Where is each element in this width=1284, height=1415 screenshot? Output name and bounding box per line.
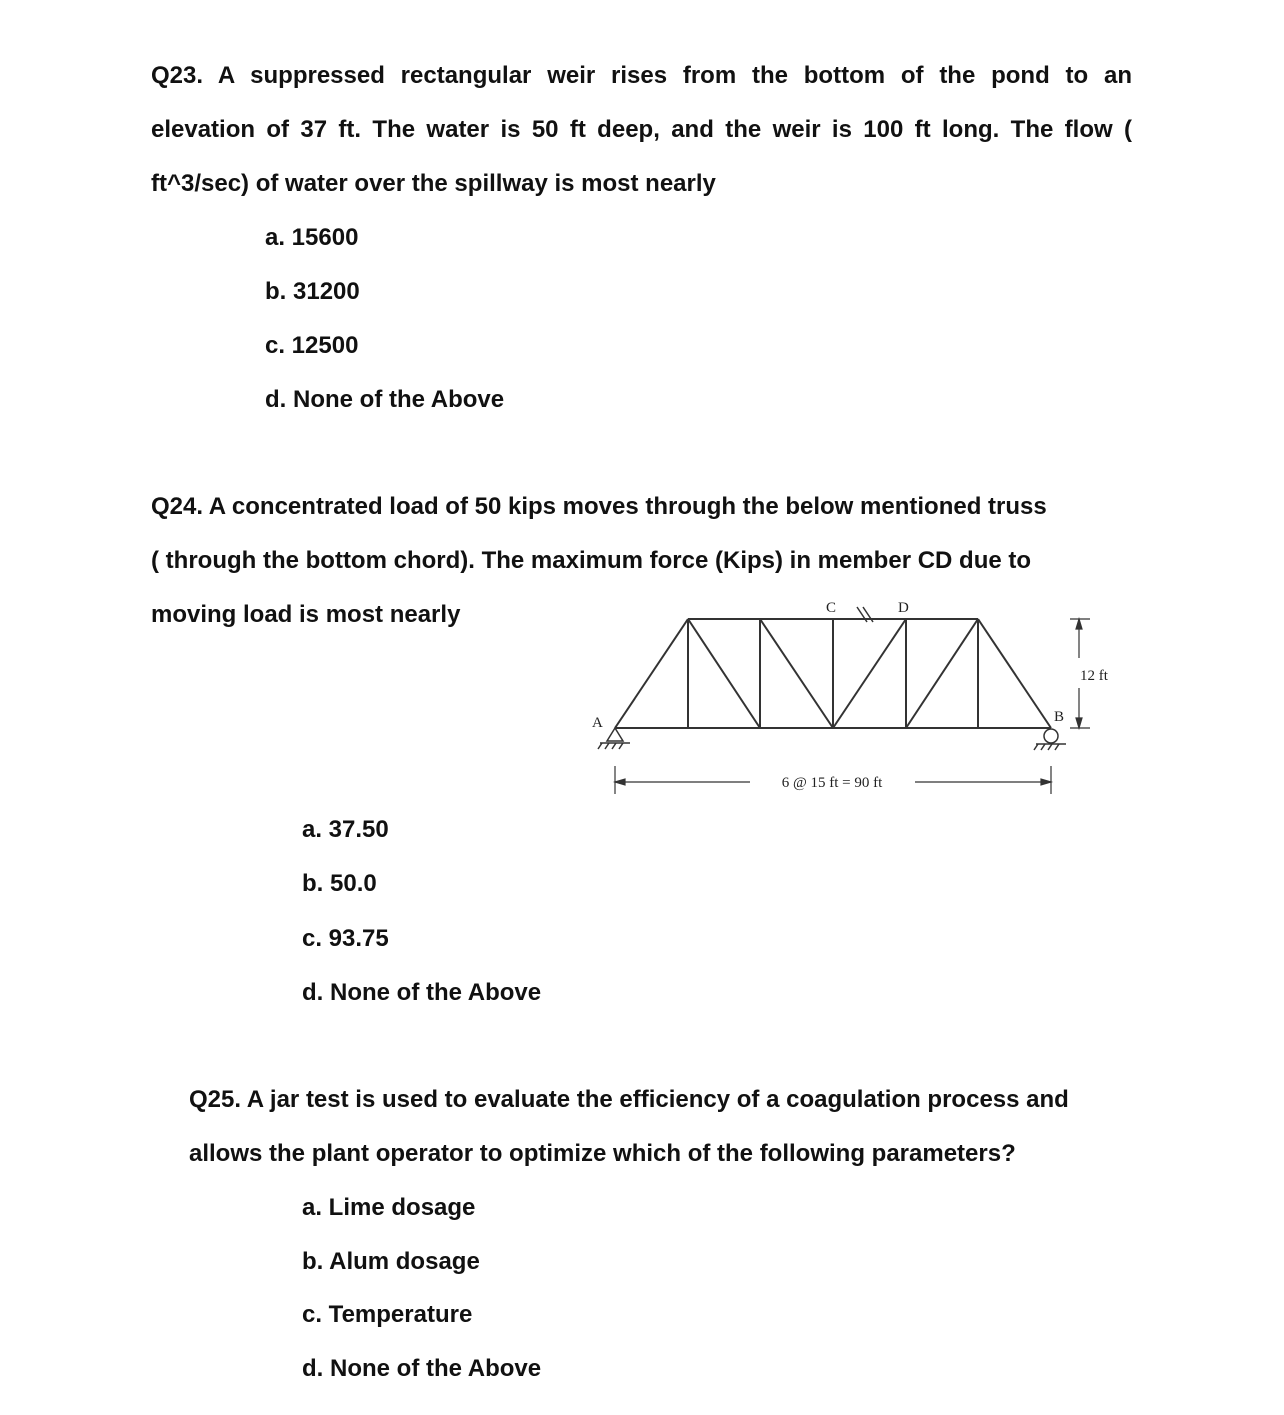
height-dimension-label: 12 ft	[1080, 668, 1108, 684]
pin-support-icon	[598, 728, 630, 749]
q24-text-line: Q24. A concentrated load of 50 kips moves through the below mentioned truss	[151, 493, 1047, 520]
node-b-label: B	[1054, 709, 1065, 725]
q23-text-line: Q23. A suppressed rectangular weir rises from the bottom of the pond to an	[151, 62, 1132, 89]
q24-option-b: b. 50.0	[302, 870, 377, 897]
q25-text-line: allows the plant operator to optimize which of the following parameters?	[189, 1140, 1016, 1167]
q23-option-c: c. 12500	[265, 332, 359, 359]
q25-option-c: c. Temperature	[302, 1301, 473, 1328]
q25-text-line: Q25. A jar test is used to evaluate the efficiency of a coagulation process and	[189, 1086, 1069, 1113]
q24-text-line: moving load is most nearly	[151, 601, 461, 628]
q24-text-line: ( through the bottom chord). The maximum force (Kips) in member CD due to	[151, 547, 1032, 574]
q24-option-a: a. 37.50	[302, 816, 389, 843]
q23-option-d: d. None of the Above	[265, 386, 505, 413]
q24-option-d: d. None of the Above	[302, 979, 542, 1006]
truss-members	[615, 607, 1051, 728]
q25-option-a: a. Lime dosage	[302, 1194, 476, 1221]
q23-option-b: b. 31200	[265, 278, 360, 305]
node-a-label: A	[592, 715, 603, 731]
truss-diagram	[580, 590, 1120, 800]
roller-support-icon	[1034, 729, 1066, 750]
q24-option-c: c. 93.75	[302, 925, 389, 952]
q25-option-d: d. None of the Above	[302, 1355, 542, 1382]
q23-option-a: a. 15600	[265, 224, 359, 251]
dimension-lines	[615, 619, 1090, 794]
span-dimension-label: 6 @ 15 ft = 90 ft	[781, 775, 883, 791]
q25-option-b: b. Alum dosage	[302, 1248, 480, 1275]
q23-text-line: elevation of 37 ft. The water is 50 ft deep, and the weir is 100 ft long. The flow (	[151, 116, 1132, 143]
node-c-label: C	[826, 600, 837, 616]
q23-text-line: ft^3/sec) of water over the spillway is most nearly	[151, 170, 716, 197]
node-d-label: D	[898, 600, 909, 616]
